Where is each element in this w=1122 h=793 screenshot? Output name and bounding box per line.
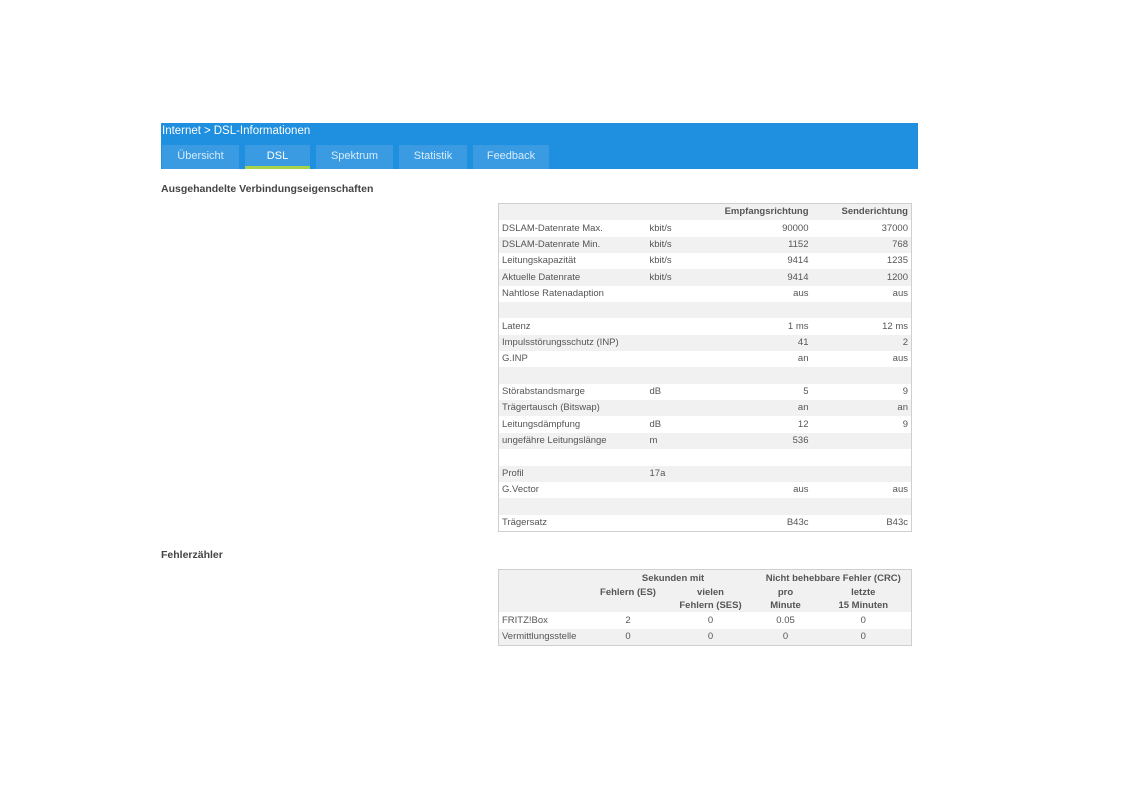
error-counter-table: [498, 569, 912, 646]
cell-unit: [647, 367, 717, 383]
header-per-minute: [756, 586, 816, 612]
cell-unit: kbit/s: [647, 253, 717, 269]
table-row: [499, 515, 912, 532]
header-last15: [816, 586, 912, 612]
cell-up: an: [812, 400, 912, 416]
table-row: [499, 253, 912, 269]
tab-uebersicht[interactable]: Übersicht: [162, 145, 239, 169]
header-es: Fehlern (ES): [591, 586, 666, 612]
group-header-seconds: Sekunden mit: [591, 570, 756, 587]
cell-up: [812, 498, 912, 514]
cell-unit: dB: [647, 384, 717, 400]
cell-label: FRITZ!Box: [499, 612, 591, 628]
breadcrumb: [162, 123, 310, 139]
table-row: [499, 220, 912, 236]
error-table-body: [499, 612, 912, 645]
cell-up: B43c: [812, 515, 912, 532]
table-row: [499, 237, 912, 253]
cell-down: [717, 367, 812, 383]
cell-label: Nahtlose Ratenadaption: [499, 286, 647, 302]
cell-label: Vermittlungsstelle: [499, 629, 591, 646]
table-row: [499, 433, 912, 449]
breadcrumb-root[interactable]: Internet: [162, 125, 201, 137]
cell-up: [812, 302, 912, 318]
tab-spektrum[interactable]: Spektrum: [316, 145, 393, 169]
cell-unit: [647, 302, 717, 318]
cell-label: Latenz: [499, 318, 647, 334]
cell-unit: m: [647, 433, 717, 449]
table-row: [499, 351, 912, 367]
cell-down: 90000: [717, 220, 812, 236]
cell-label: DSLAM-Datenrate Max.: [499, 220, 647, 236]
page-header: [161, 123, 918, 169]
cell-unit: [647, 482, 717, 498]
cell-up: [812, 449, 912, 465]
cell-down: 1 ms: [717, 318, 812, 334]
cell-unit: kbit/s: [647, 237, 717, 253]
cell-up: 1200: [812, 269, 912, 285]
cell-unit: 17a: [647, 466, 717, 482]
cell-per_min: 0.05: [756, 612, 816, 628]
header-unit: [647, 204, 717, 221]
table-row: [499, 367, 912, 383]
cell-label: Störabstandsmarge: [499, 384, 647, 400]
cell-label: DSLAM-Datenrate Min.: [499, 237, 647, 253]
table-row: [499, 318, 912, 334]
cell-unit: [647, 286, 717, 302]
cell-unit: [647, 335, 717, 351]
cell-label: ungefähre Leitungslänge: [499, 433, 647, 449]
cell-up: [812, 466, 912, 482]
cell-up: aus: [812, 482, 912, 498]
cell-up: [812, 367, 912, 383]
cell-label: [499, 367, 647, 383]
cell-down: B43c: [717, 515, 812, 532]
cell-unit: [647, 318, 717, 334]
cell-up: 2: [812, 335, 912, 351]
table-header-row: [499, 586, 912, 612]
header-ses-line1: vielen: [697, 587, 724, 599]
table-row: [499, 612, 912, 628]
cell-up: 9: [812, 416, 912, 432]
cell-label: Leitungsdämpfung: [499, 416, 647, 432]
cell-label: Trägersatz: [499, 515, 647, 532]
table-row: [499, 302, 912, 318]
table-row: [499, 449, 912, 465]
cell-up: 1235: [812, 253, 912, 269]
cell-down: [717, 466, 812, 482]
cell-unit: [647, 400, 717, 416]
cell-up: aus: [812, 286, 912, 302]
cell-unit: [647, 515, 717, 532]
tab-bar: [162, 145, 555, 169]
cell-down: 41: [717, 335, 812, 351]
cell-label: Leitungskapazität: [499, 253, 647, 269]
cell-ses: 0: [666, 629, 756, 646]
cell-unit: [647, 498, 717, 514]
header-ses-line2: Fehlern (SES): [679, 600, 742, 612]
table-group-header-row: [499, 570, 912, 587]
cell-down: an: [717, 400, 812, 416]
group-header-empty: [499, 570, 591, 587]
cell-down: 9414: [717, 253, 812, 269]
cell-es: 0: [591, 629, 666, 646]
cell-last15: 0: [816, 612, 912, 628]
cell-last15: 0: [816, 629, 912, 646]
cell-label: [499, 302, 647, 318]
cell-down: aus: [717, 482, 812, 498]
cell-label: G.Vector: [499, 482, 647, 498]
table-row: [499, 269, 912, 285]
tab-statistik[interactable]: Statistik: [399, 145, 467, 169]
errors-section-title: Fehlerzähler: [161, 549, 223, 561]
table-row: [499, 466, 912, 482]
cell-down: [717, 449, 812, 465]
cell-label: Trägertausch (Bitswap): [499, 400, 647, 416]
header-pm-line2: Minute: [770, 600, 801, 612]
cell-es: 2: [591, 612, 666, 628]
table-row: [499, 629, 912, 646]
cell-down: 12: [717, 416, 812, 432]
cell-up: 37000: [812, 220, 912, 236]
connection-properties-table: [498, 203, 912, 532]
header-ses: [666, 586, 756, 612]
cell-label: G.INP: [499, 351, 647, 367]
cell-up: [812, 433, 912, 449]
table-row: [499, 416, 912, 432]
breadcrumb-separator-icon: >: [204, 125, 211, 137]
cell-up: 12 ms: [812, 318, 912, 334]
cell-down: 9414: [717, 269, 812, 285]
header-l15-line2: 15 Minuten: [838, 600, 889, 612]
cell-label: Impulsstörungsschutz (INP): [499, 335, 647, 351]
cell-unit: [647, 449, 717, 465]
header-label: [499, 204, 647, 221]
connection-section-title: Ausgehandelte Verbindungseigenschaften: [161, 183, 374, 195]
table-row: [499, 335, 912, 351]
table-row: [499, 400, 912, 416]
header-down: Empfangsrichtung: [717, 204, 812, 221]
tab-feedback[interactable]: Feedback: [473, 145, 549, 169]
cell-unit: kbit/s: [647, 220, 717, 236]
table-row: [499, 384, 912, 400]
cell-label: [499, 449, 647, 465]
cell-down: 5: [717, 384, 812, 400]
table-row: [499, 498, 912, 514]
header-pm-line1: pro: [777, 587, 794, 599]
cell-down: an: [717, 351, 812, 367]
cell-unit: [647, 351, 717, 367]
header-device: [499, 586, 591, 612]
cell-label: Profil: [499, 466, 647, 482]
cell-unit: dB: [647, 416, 717, 432]
connection-table-body: [499, 220, 912, 531]
table-row: [499, 482, 912, 498]
header-l15-line1: letzte: [851, 587, 876, 599]
cell-up: 9: [812, 384, 912, 400]
cell-down: aus: [717, 286, 812, 302]
table-header-row: [499, 204, 912, 221]
cell-down: [717, 302, 812, 318]
cell-per_min: 0: [756, 629, 816, 646]
cell-down: 1152: [717, 237, 812, 253]
cell-ses: 0: [666, 612, 756, 628]
cell-unit: kbit/s: [647, 269, 717, 285]
cell-up: aus: [812, 351, 912, 367]
table-row: [499, 286, 912, 302]
group-header-crc: Nicht behebbare Fehler (CRC): [756, 570, 912, 587]
tab-dsl[interactable]: DSL: [245, 145, 310, 169]
header-up: Senderichtung: [812, 204, 912, 221]
cell-label: Aktuelle Datenrate: [499, 269, 647, 285]
cell-down: 536: [717, 433, 812, 449]
cell-label: [499, 498, 647, 514]
breadcrumb-current: DSL-Informationen: [213, 125, 311, 137]
cell-up: 768: [812, 237, 912, 253]
cell-down: [717, 498, 812, 514]
